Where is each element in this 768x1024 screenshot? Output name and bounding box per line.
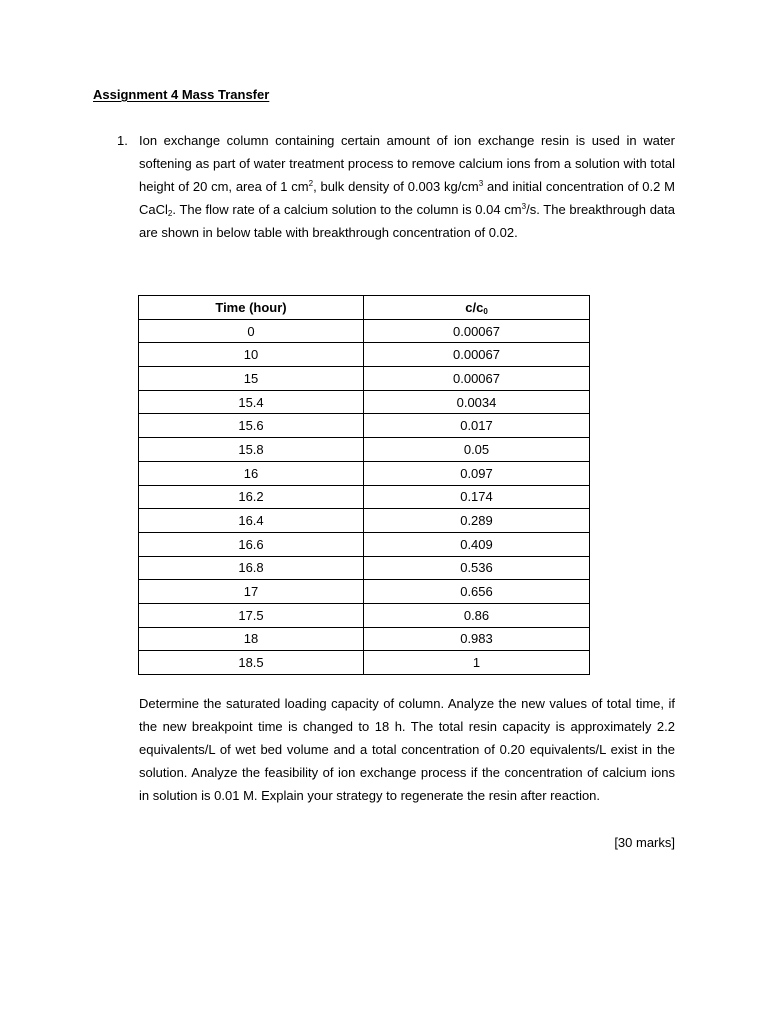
- cell-time: 15.4: [139, 390, 364, 414]
- intro-sup-d: 3: [521, 202, 527, 211]
- cell-time: 17.5: [139, 603, 364, 627]
- header-ratio-sub: 0: [483, 306, 488, 316]
- question-intro: [139, 129, 675, 244]
- table-row: [139, 438, 590, 462]
- cell-time: 16.4: [139, 509, 364, 533]
- cell-ratio: 0.656: [364, 580, 590, 604]
- table-row: [139, 556, 590, 580]
- cell-time: 15.8: [139, 438, 364, 462]
- table-row: [139, 485, 590, 509]
- cell-time: 16.6: [139, 532, 364, 556]
- table-row: [139, 603, 590, 627]
- cell-ratio: 0.017: [364, 414, 590, 438]
- cell-ratio: 0.00067: [364, 367, 590, 391]
- table-row: [139, 367, 590, 391]
- intro-sup-a: 2: [308, 179, 314, 188]
- table-row: [139, 390, 590, 414]
- cell-ratio: 0.409: [364, 532, 590, 556]
- header-time: Time (hour): [139, 296, 364, 320]
- table-row: [139, 509, 590, 533]
- cell-time: 16.2: [139, 485, 364, 509]
- cell-ratio: 0.536: [364, 556, 590, 580]
- cell-ratio: 0.00067: [364, 343, 590, 367]
- table-row: [139, 461, 590, 485]
- header-ratio-text: c/c: [465, 299, 484, 315]
- cell-ratio: 1: [364, 651, 590, 675]
- cell-ratio: 0.00067: [364, 319, 590, 343]
- cell-time: 18.5: [139, 651, 364, 675]
- table-row: [139, 580, 590, 604]
- cell-time: 17: [139, 580, 364, 604]
- intro-sub-c: 2: [167, 209, 173, 218]
- cell-ratio: 0.289: [364, 509, 590, 533]
- intro-text-e: /s. The breakthrough data are shown in below table with breakthrough concentration of 0.02.: [139, 202, 675, 240]
- cell-ratio: 0.174: [364, 485, 590, 509]
- table-header-row: [139, 296, 590, 320]
- cell-ratio: 0.05: [364, 438, 590, 462]
- question-task: Determine the saturated loading capacity of column. Analyze the new values of total time, if the new breakpoint time is changed to 18 h. The total resin capacity is approximately 2.2 equivalents/L of wet bed volume and a total concentration of 0.20 equivalents/L exist in the solution. Analyze the feasibility of ion exchange process if the concentration of calcium ions in solution is 0.01 M. Explain your strategy to regenerate the resin after reaction.: [139, 696, 675, 803]
- question-number: 1.: [117, 133, 128, 148]
- cell-ratio: 0.097: [364, 461, 590, 485]
- cell-ratio: 0.0034: [364, 390, 590, 414]
- intro-text-d: . The flow rate of a calcium solution to the column is 0.04 cm: [172, 202, 522, 217]
- cell-time: 10: [139, 343, 364, 367]
- breakthrough-table: [138, 295, 590, 675]
- table-body: [139, 319, 590, 674]
- table-row: [139, 532, 590, 556]
- table-row: [139, 651, 590, 675]
- cell-ratio: 0.983: [364, 627, 590, 651]
- cell-time: 15.6: [139, 414, 364, 438]
- cell-time: 18: [139, 627, 364, 651]
- table-row: [139, 414, 590, 438]
- table-row: [139, 319, 590, 343]
- marks-label: [30 marks]: [614, 835, 675, 850]
- cell-time: 16: [139, 461, 364, 485]
- table-row: [139, 627, 590, 651]
- cell-time: 15: [139, 367, 364, 391]
- intro-text-a: Ion exchange column containing certain amount of ion exchange resin is used in water softening as part of water treatment process to remove calcium ions from a solution with total height of 20 cm, area of 1 cm: [139, 133, 675, 194]
- intro-sup-b: 3: [478, 179, 484, 188]
- intro-text-b: , bulk density of 0.003 kg/cm: [313, 179, 479, 194]
- assignment-title: Assignment 4 Mass Transfer: [93, 87, 270, 102]
- cell-ratio: 0.86: [364, 603, 590, 627]
- cell-time: 16.8: [139, 556, 364, 580]
- header-ratio: [364, 296, 590, 320]
- intro-text-c: and initial concentration of 0.2 M CaCl: [139, 179, 675, 217]
- cell-time: 0: [139, 319, 364, 343]
- table-row: [139, 343, 590, 367]
